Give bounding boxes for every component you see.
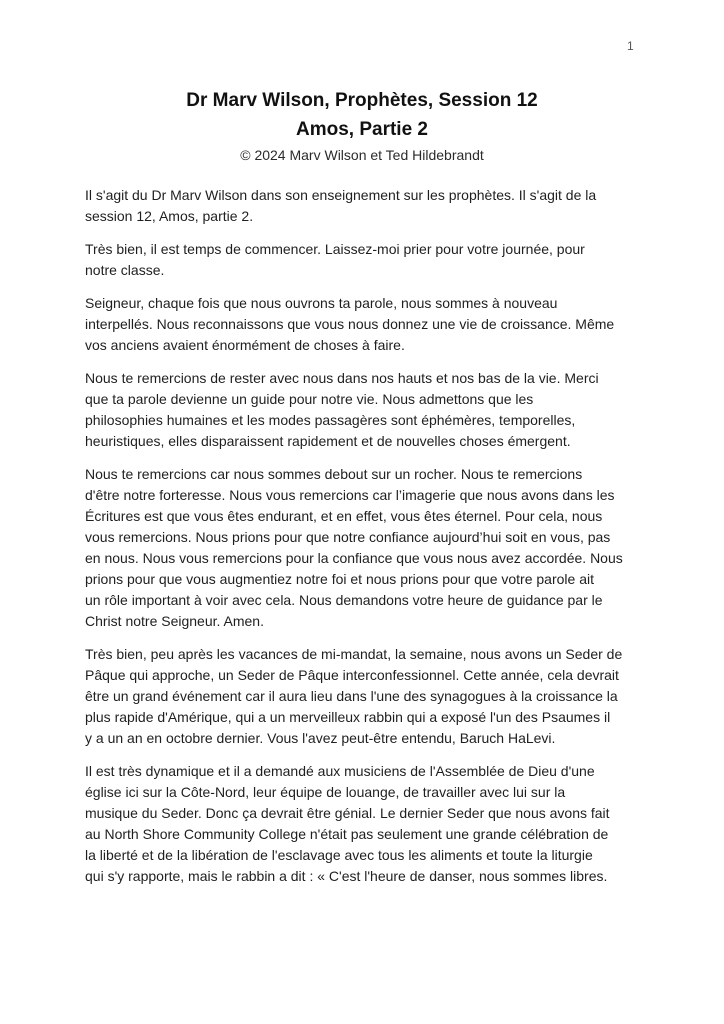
text-line: Très bien, il est temps de commencer. Laissez-moi prier pour votre journée, pour [85,241,585,257]
text-line: Il est très dynamique et il a demandé aux musiciens de l'Assemblée de Dieu d'une [85,763,595,779]
copyright-line: © 2024 Marv Wilson et Ted Hildebrandt [240,147,484,163]
text-line: qui s'y rapporte, mais le rabbin a dit : « C'est l'heure de danser, nous sommes libres. [85,868,608,884]
text-line: heuristiques, elles disparaissent rapidement et de nouvelles choses émergent. [85,433,571,449]
text-line: Nous te remercions car nous sommes debout sur un rocher. Nous te remercions [85,466,583,482]
text-line: d'être notre forteresse. Nous vous remercions car l’imagerie que nous avons dans les [85,487,615,503]
text-line: musique du Seder. Donc ça devrait être génial. Le dernier Seder que nous avons fait [85,805,610,821]
text-line: Écritures est que vous êtes endurant, et en effet, vous êtes éternel. Pour cela, nous [85,508,603,524]
paragraph [85,368,664,452]
text-line: en nous. Nous vous remercions pour la confiance que vous nous avez accordée. Nous [85,550,623,566]
text-line: session 12, Amos, partie 2. [85,208,254,224]
text-line: au North Shore Community College n'était pas seulement une grande célébration de [85,826,609,842]
paragraph [85,185,664,227]
paragraph [85,293,664,356]
paragraph [85,761,664,887]
text-line: philosophies humaines et les modes passagères sont éphémères, temporelles, [85,412,576,428]
text-line: interpellés. Nous reconnaissons que vous nous donnez une vie de croissance. Même [85,316,615,332]
text-line: Seigneur, chaque fois que nous ouvrons ta parole, nous sommes à nouveau [85,295,558,311]
paragraph [85,464,664,632]
text-line: Il s'agit du Dr Marv Wilson dans son enseignement sur les prophètes. Il s'agit de la [85,187,597,203]
document-title-line1: Dr Marv Wilson, Prophètes, Session 12 [186,90,538,111]
paragraph [85,644,664,749]
page-number: 1 [627,39,634,53]
text-line: vous remercions. Nous prions pour que notre confiance aujourd’hui soit en vous, pas [85,529,611,545]
text-line: notre classe. [85,262,165,278]
text-line: y a un an en octobre dernier. Vous l'avez peut-être entendu, Baruch HaLevi. [85,730,556,746]
paragraph [85,239,664,281]
document-title-line2: Amos, Partie 2 [296,119,428,140]
text-line: Très bien, peu après les vacances de mi-mandat, la semaine, nous avons un Seder de [85,646,623,662]
text-line: prions pour que vous augmentiez notre foi et nous prions pour que votre parole ait [85,571,594,587]
text-line: que ta parole devienne un guide pour notre vie. Nous admettons que les [85,391,534,407]
text-line: Nous te remercions de rester avec nous dans nos hauts et nos bas de la vie. Merci [85,370,599,386]
text-line: plus rapide d'Amérique, qui a un merveilleux rabbin qui a exposé l'un des Psaumes il [85,709,611,725]
text-line: la liberté et de la libération de l'esclavage avec tous les aliments et toute la liturgie [85,847,593,863]
document-header [0,0,724,165]
text-line: église ici sur la Côte-Nord, leur équipe de louange, de travailler avec lui sur la [85,784,566,800]
text-line: être un grand événement car il aura lieu dans l'une des synagogues à la croissance la [85,688,618,704]
document-body [85,185,664,887]
text-line: Pâque qui approche, un Seder de Pâque interconfessionnel. Cette année, cela devrait [85,667,619,683]
text-line: un rôle important à voir avec cela. Nous demandons votre heure de guidance par le [85,592,603,608]
text-line: Christ notre Seigneur. Amen. [85,613,264,629]
text-line: vos anciens avaient énormément de choses à faire. [85,337,405,353]
